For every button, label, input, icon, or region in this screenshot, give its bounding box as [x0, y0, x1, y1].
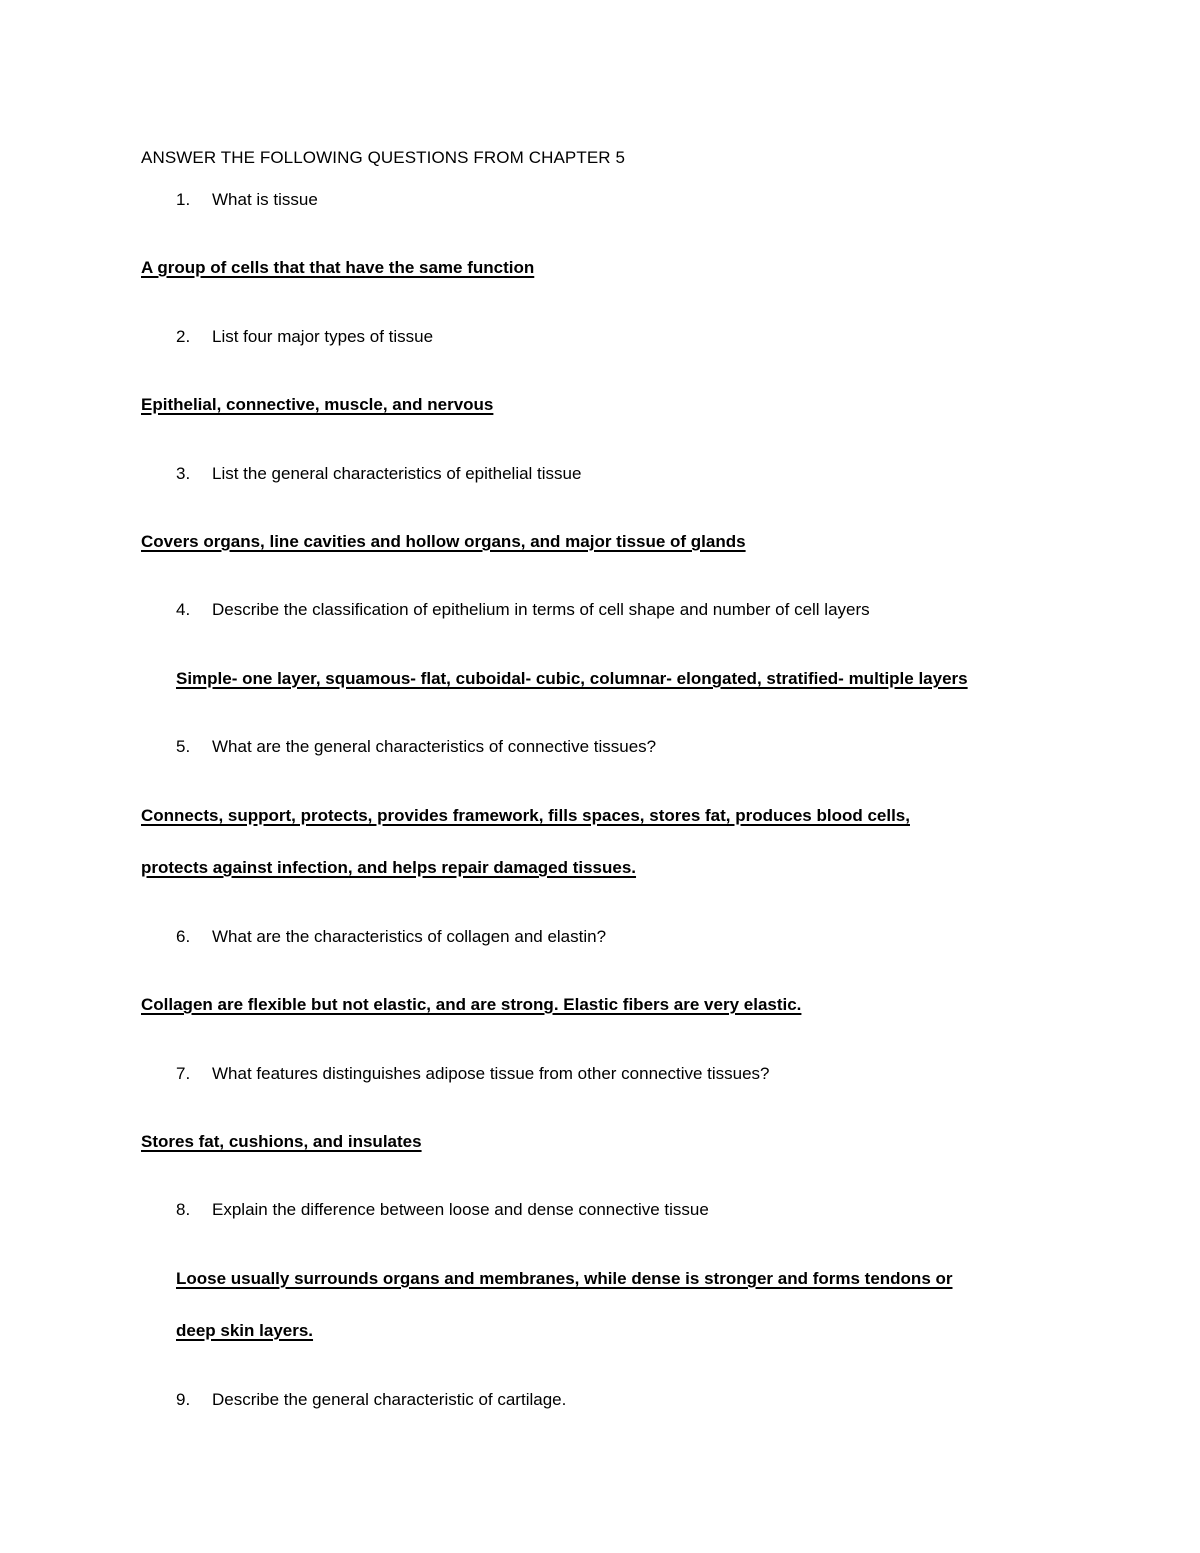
answer-8-line-2: deep skin layers. [176, 1321, 314, 1340]
question-9 [176, 1389, 566, 1411]
answer-7: Stores fat, cushions, and insulates [141, 1132, 422, 1151]
question-number: 7. [176, 1064, 191, 1083]
answer-6: Collagen are flexible but not elastic, and are strong. Elastic fibers are very elastic. [141, 995, 802, 1014]
question-number: 4. [176, 600, 191, 619]
question-text: What features distinguishes adipose tissue from other connective tissues? [212, 1064, 770, 1083]
question-text: Explain the difference between loose and dense connective tissue [212, 1200, 709, 1219]
question-2 [176, 326, 433, 348]
answer-2: Epithelial, connective, muscle, and nervous [141, 395, 494, 414]
page-heading: ANSWER THE FOLLOWING QUESTIONS FROM CHAPTER 5 [141, 148, 626, 167]
question-7 [176, 1063, 770, 1085]
question-text: List four major types of tissue [212, 327, 434, 346]
question-text: List the general characteristics of epithelial tissue [212, 464, 582, 483]
question-8 [176, 1199, 709, 1221]
question-text: Describe the general characteristic of cartilage. [212, 1390, 567, 1409]
question-number: 3. [176, 464, 191, 483]
answer-1: A group of cells that that have the same function [141, 258, 535, 277]
question-1 [176, 189, 318, 211]
answer-3: Covers organs, line cavities and hollow organs, and major tissue of glands [141, 532, 746, 551]
answer-5-line-2: protects against infection, and helps repair damaged tissues. [141, 858, 637, 877]
answer-8-line-1: Loose usually surrounds organs and membranes, while dense is stronger and forms tendons or [176, 1269, 953, 1288]
question-number: 1. [176, 190, 191, 209]
question-text: What is tissue [212, 190, 318, 209]
question-6 [176, 926, 606, 948]
question-5 [176, 736, 656, 758]
question-text: Describe the classification of epithelium in terms of cell shape and number of cell layers [212, 600, 870, 619]
question-number: 8. [176, 1200, 191, 1219]
question-number: 5. [176, 737, 191, 756]
question-4 [176, 599, 870, 621]
answer-4: Simple- one layer, squamous- flat, cuboidal- cubic, columnar- elongated, stratified- multiple layers [176, 669, 968, 688]
question-number: 2. [176, 327, 191, 346]
question-text: What are the general characteristics of connective tissues? [212, 737, 657, 756]
question-3 [176, 463, 581, 485]
question-number: 9. [176, 1390, 191, 1409]
answer-5-line-1: Connects, support, protects, provides framework, fills spaces, stores fat, produces blood cells, [141, 806, 910, 825]
question-text: What are the characteristics of collagen and elastin? [212, 927, 607, 946]
question-number: 6. [176, 927, 191, 946]
